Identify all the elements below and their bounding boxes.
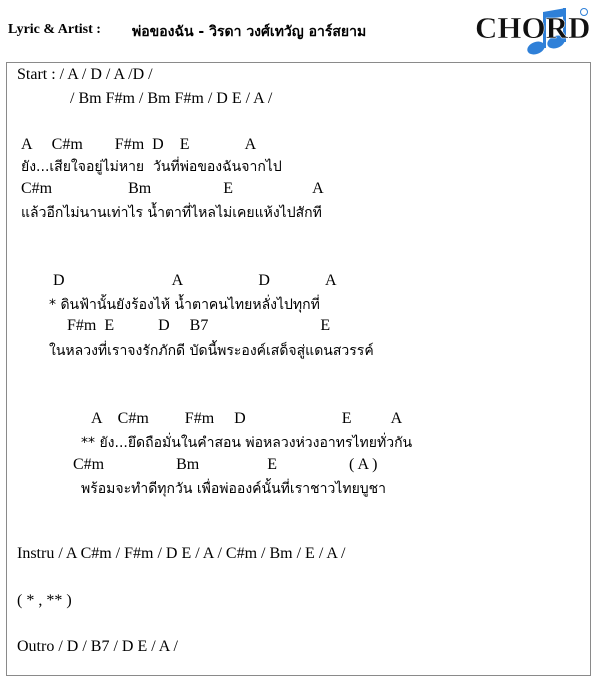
section1-chords-1: D A D A	[53, 272, 337, 289]
section1-chords-2: F#m E D B7 E	[67, 317, 331, 334]
page-header	[0, 0, 600, 64]
verse1-chords-2: C#m Bm E A	[21, 180, 324, 197]
section2-chords-2: C#m Bm E ( A )	[73, 456, 378, 473]
lyric-artist-label: Lyric & Artist :	[8, 22, 101, 37]
song-title: พ่อของฉัน - วิรดา วงศ์เทวัญ อาร์สยาม	[132, 24, 367, 40]
logo-text: CHORD	[475, 10, 591, 45]
chord-logo	[472, 4, 592, 60]
verse1-lyric-2: แล้วอีกไม่นานเท่าไร น้ำตาที่ไหลไม่เคยแห้งไปสักที	[21, 205, 322, 221]
section2-lyric-2: พร้อมจะทำดีทุกวัน เพื่อพ่อองค์นั้นที่เราชาวไทยบูชา	[81, 481, 387, 497]
verse1-chords-1: A C#m F#m D E A	[21, 136, 257, 153]
music-note-icon	[472, 4, 592, 60]
outro-line: Outro / D / B7 / D E / A /	[17, 638, 178, 655]
chord-sheet	[6, 62, 591, 676]
verse1-lyric-1: ยัง...เสียใจอยู่ไม่หาย วันที่พ่อของฉันจากไป	[21, 159, 282, 175]
start-line-2: / Bm F#m / Bm F#m / D E / A /	[70, 90, 273, 107]
start-line-1: Start : / A / D / A /D /	[17, 66, 153, 83]
repeat-line: ( * , ** )	[17, 592, 72, 609]
section2-lyric-1: ** ยัง...ยึดถือมั่นในคำสอน พ่อหลวงห่วงอาทรไทยทั่วกัน	[81, 435, 413, 451]
instrumental-line: Instru / A C#m / F#m / D E / A / C#m / Bm / E / A /	[17, 545, 346, 562]
section1-lyric-2: ในหลวงที่เราจงรักภักดี บัดนี้พระองค์เสด็จสู่แดนสวรรค์	[49, 343, 374, 359]
section1-lyric-1: * ดินฟ้านั้นยังร้องไห้ น้ำตาคนไทยหลั่งไปทุกที่	[49, 297, 320, 313]
section2-chords-1: A C#m F#m D E A	[91, 410, 403, 427]
